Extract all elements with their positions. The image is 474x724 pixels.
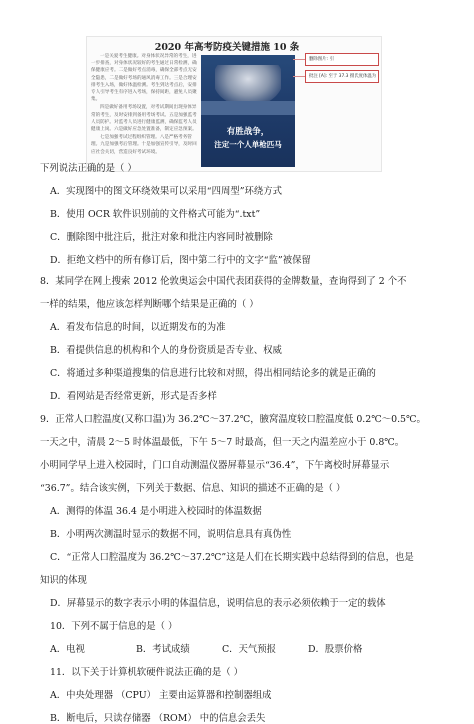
text-line: D．屏幕显示的数字表示小明的体温信息，说明信息的表示必须依赖于一定的载体: [50, 598, 386, 609]
comment-connector: [293, 76, 305, 77]
text-line: 知识的体现: [40, 575, 87, 586]
text-line: A．测得的体温 36.4 是小明进入校园时的体温数据: [50, 506, 262, 517]
embedded-paragraph: 七是加强考试过程组织管理。八是严格考务管理。九是加强考后管理。十是加强宣传引导，及时回应社会关切，营造良好考试环境。: [91, 135, 197, 155]
q10-option: B．考试成绩: [136, 644, 190, 655]
exam-room-photo: [215, 65, 281, 105]
q10-option: C．天气预报: [222, 644, 277, 655]
text-line: B．看提供信息的机构和个人的身份资质是否专业、权威: [50, 345, 282, 356]
text-line: C．将通过多种渠道搜集的信息进行比较和对照，得出相同结论多的就是正确的: [50, 368, 376, 379]
text-line: 11．以下关于计算机软硬件说法正确的是（ ）: [50, 667, 244, 678]
text-line: A．看发布信息的时间，以近期发布的为准: [50, 322, 226, 333]
text-line: 8．某同学在网上搜索 2012 伦敦奥运会中国代表团获得的金牌数量，查询得到了 2 个不: [40, 276, 407, 287]
text-line: C．删除图中批注后，批注对象和批注内容同时被删除: [50, 232, 273, 243]
comment-box: 批注 [A]: 至于 37.3 摄氏度体温为: [305, 70, 379, 83]
q10-option: A．电视: [50, 644, 85, 655]
embedded-paragraph: 一是关爱考生健康。对身体状况异常的考生，进一步排查，对身体状况较好的考生通过日常检测，确保健康应考。二是做好考点消毒，确保全部考点无安全隐患，二是做好考场的通风消毒工作。三是合理安排考生入场，做好体温检测。考生到达考点后，安排专人引导考生有序进入考场，保持间距，避免人员聚集。: [91, 54, 197, 103]
poster-caption-2: 注定一个人单枪匹马: [214, 140, 282, 149]
text-line: “36.7”。结合该实例，下列关于数据、信息、知识的描述不正确的是（ ）: [40, 483, 346, 494]
text-line: 一天之中，清晨 2～5 时体温最低，下午 5～7 时最高，但一天之内温差应小于 0.8℃。: [40, 437, 405, 448]
text-line: C．“正常人口腔温度为 36.2℃～37.2℃”这是人们在长期实践中总结得到的信息，也是: [50, 552, 414, 563]
embedded-paragraph: 四是做好备用考场设置，对考试期间出现身体异常的考生，及时安排到备用考场考试。五是加强监考人员防护。对监考人员进行健康监测，确保监考人员健康上岗。六是做好应急处置准备，制定应急预案。: [91, 105, 197, 133]
text-line: 10．下列不属于信息的是（ ）: [50, 621, 178, 632]
text-line: 一样的结果，他应该怎样判断哪个结果是正确的（ ）: [40, 299, 259, 310]
q10-option: D．股票价格: [308, 644, 363, 655]
comment-connector: [293, 59, 305, 60]
text-line: 小明同学早上进入校园时，门口自动测温仪器屏幕显示“36.4”，下午离校时屏幕显示: [40, 460, 390, 471]
embedded-body-text: [91, 53, 199, 169]
text-line: B．断电后，只读存储器 （ROM） 中的信息会丢失: [50, 713, 266, 724]
comment-box: 删除图片: 引: [305, 53, 379, 66]
text-line: B．小明两次测温时显示的数据不同，说明信息具有真伪性: [50, 529, 292, 540]
q10-options-row: [50, 641, 394, 655]
poster-image: [201, 55, 295, 167]
text-line: A．中央处理器 （CPU） 主要由运算器和控制器组成: [50, 690, 272, 701]
text-line: D．看网站是否经常更新，形式是否多样: [50, 391, 217, 402]
embedded-title: 2020 年高考防疫关键措施 10 条: [154, 42, 300, 53]
text-line: 9．正常人口腔温度(又称口温)为 36.2℃～37.2℃，腋窝温度较口腔温度低 0.2℃～0.5℃。: [40, 414, 426, 425]
text-line: 下列说法正确的是（ ）: [40, 163, 137, 174]
text-line: D．拒绝文档中的所有修订后，图中第二行中的文字“监”被保留: [50, 255, 311, 266]
embedded-document-image: [86, 36, 382, 172]
text-line: B．使用 OCR 软件识别前的文件格式可能为“.txt”: [50, 209, 261, 220]
text-line: A．实现图中的图文环绕效果可以采用“四周型”环绕方式: [50, 186, 282, 197]
exam-desk-shape: [201, 101, 295, 115]
poster-caption-1: 有胜战争，: [226, 127, 270, 137]
